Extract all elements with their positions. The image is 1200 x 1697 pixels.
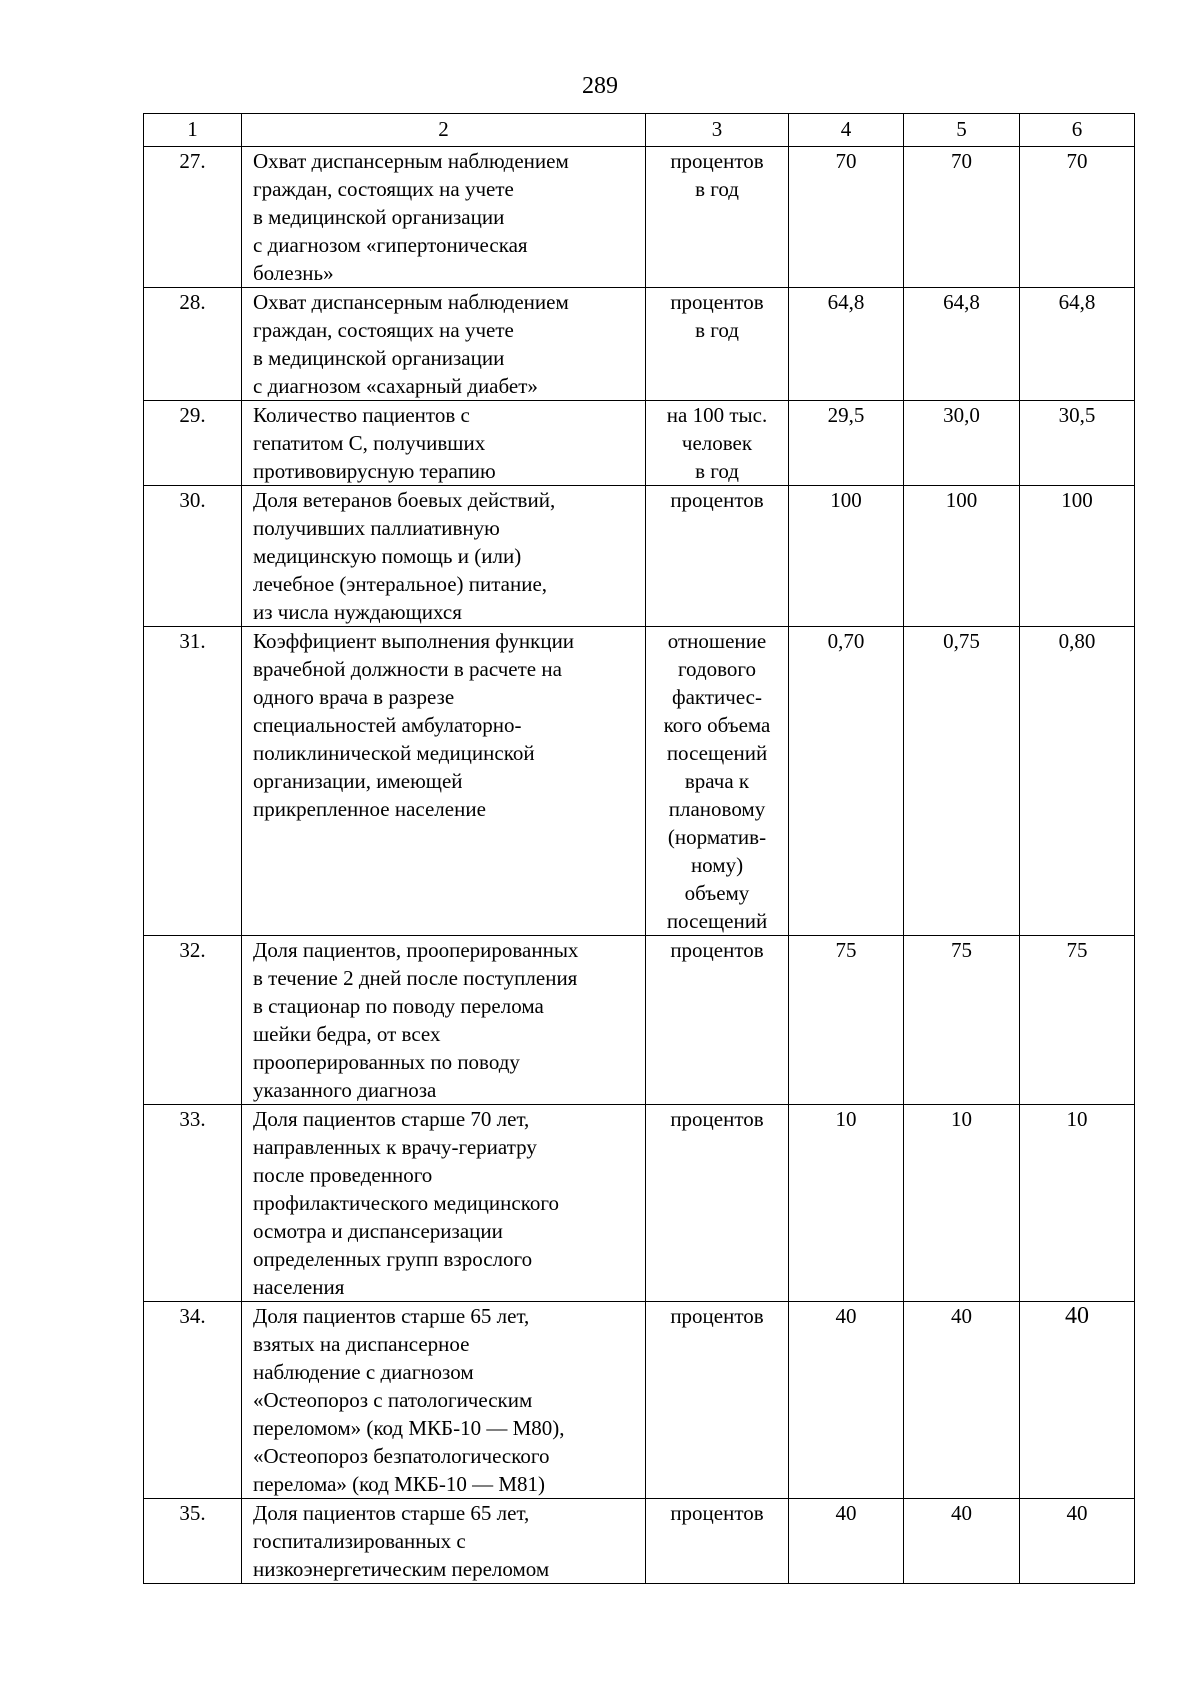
row-number: 32. [144,936,242,1105]
indicator-name: Доля пациентов старше 65 лет, госпитализированных с низкоэнергетическим переломом [242,1499,646,1584]
value-year-3: 0,80 [1020,627,1135,936]
value-year-3: 40 [1020,1499,1135,1584]
value-year-1: 75 [789,936,904,1105]
table-header-row [144,114,1135,147]
value-year-3: 30,5 [1020,401,1135,486]
value-year-1: 100 [789,486,904,627]
value-year-2: 64,8 [904,288,1020,401]
unit-of-measure: процентов в год [646,147,789,288]
table-row [144,147,1135,288]
indicator-name: Охват диспансерным наблюдением граждан, состоящих на учете в медицинской организации с диагнозом «сахарный диабет» [242,288,646,401]
indicator-name: Коэффициент выполнения функции врачебной должности в расчете на одного врача в разрезе специальностей амбулаторно- поликлинической медицинской организации, имеющей прикрепленное население [242,627,646,936]
row-number: 29. [144,401,242,486]
table-row [144,1302,1135,1499]
value-year-2: 100 [904,486,1020,627]
unit-of-measure: процентов в год [646,288,789,401]
value-year-2: 10 [904,1105,1020,1302]
value-year-3: 100 [1020,486,1135,627]
unit-of-measure: отношение годового фактичес- кого объема посещений врача к плановому (норматив- ному) объему посещений [646,627,789,936]
column-header: 1 [144,114,242,147]
unit-of-measure: процентов [646,1499,789,1584]
indicator-name: Количество пациентов с гепатитом С, получивших противовирусную терапию [242,401,646,486]
column-header: 2 [242,114,646,147]
table-row [144,627,1135,936]
indicator-name: Доля пациентов, прооперированных в течение 2 дней после поступления в стационар по поводу перелома шейки бедра, от всех прооперированных по поводу указанного диагноза [242,936,646,1105]
table-row [144,1105,1135,1302]
table-row [144,1499,1135,1584]
row-number: 35. [144,1499,242,1584]
value-year-2: 40 [904,1302,1020,1499]
unit-of-measure: процентов [646,1105,789,1302]
row-number: 31. [144,627,242,936]
page-number: 289 [582,73,618,99]
indicators-table [143,113,1135,1584]
value-year-1: 70 [789,147,904,288]
unit-of-measure: процентов [646,936,789,1105]
unit-of-measure: процентов [646,1302,789,1499]
column-header: 5 [904,114,1020,147]
row-number: 33. [144,1105,242,1302]
unit-of-measure: на 100 тыс. человек в год [646,401,789,486]
row-number: 27. [144,147,242,288]
row-number: 34. [144,1302,242,1499]
table-row [144,288,1135,401]
indicator-name: Доля пациентов старше 65 лет, взятых на диспансерное наблюдение с диагнозом «Остеопороз с патологическим переломом» (код МКБ-10 — М80), «Остеопороз безпатологического перелома» (код МКБ-10 — М81) [242,1302,646,1499]
value-year-1: 40 [789,1302,904,1499]
value-year-2: 70 [904,147,1020,288]
value-year-3: 70 [1020,147,1135,288]
value-year-2: 0,75 [904,627,1020,936]
value-year-1: 40 [789,1499,904,1584]
indicator-name: Доля пациентов старше 70 лет, направленных к врачу-гериатру после проведенного профилактического медицинского осмотра и диспансеризации определенных групп взрослого населения [242,1105,646,1302]
table-row [144,486,1135,627]
row-number: 30. [144,486,242,627]
value-year-3: 40 [1020,1302,1135,1499]
value-year-1: 29,5 [789,401,904,486]
value-year-1: 0,70 [789,627,904,936]
column-header: 6 [1020,114,1135,147]
value-year-1: 64,8 [789,288,904,401]
column-header: 4 [789,114,904,147]
row-number: 28. [144,288,242,401]
indicator-name: Охват диспансерным наблюдением граждан, состоящих на учете в медицинской организации с диагнозом «гипертоническая болезнь» [242,147,646,288]
value-year-2: 30,0 [904,401,1020,486]
table-row [144,936,1135,1105]
unit-of-measure: процентов [646,486,789,627]
value-year-1: 10 [789,1105,904,1302]
column-header: 3 [646,114,789,147]
value-year-3: 75 [1020,936,1135,1105]
indicator-name: Доля ветеранов боевых действий, получивших паллиативную медицинскую помощь и (или) лечебное (энтеральное) питание, из числа нуждающихся [242,486,646,627]
value-year-2: 75 [904,936,1020,1105]
value-year-3: 10 [1020,1105,1135,1302]
value-year-3: 64,8 [1020,288,1135,401]
value-year-2: 40 [904,1499,1020,1584]
table-row [144,401,1135,486]
